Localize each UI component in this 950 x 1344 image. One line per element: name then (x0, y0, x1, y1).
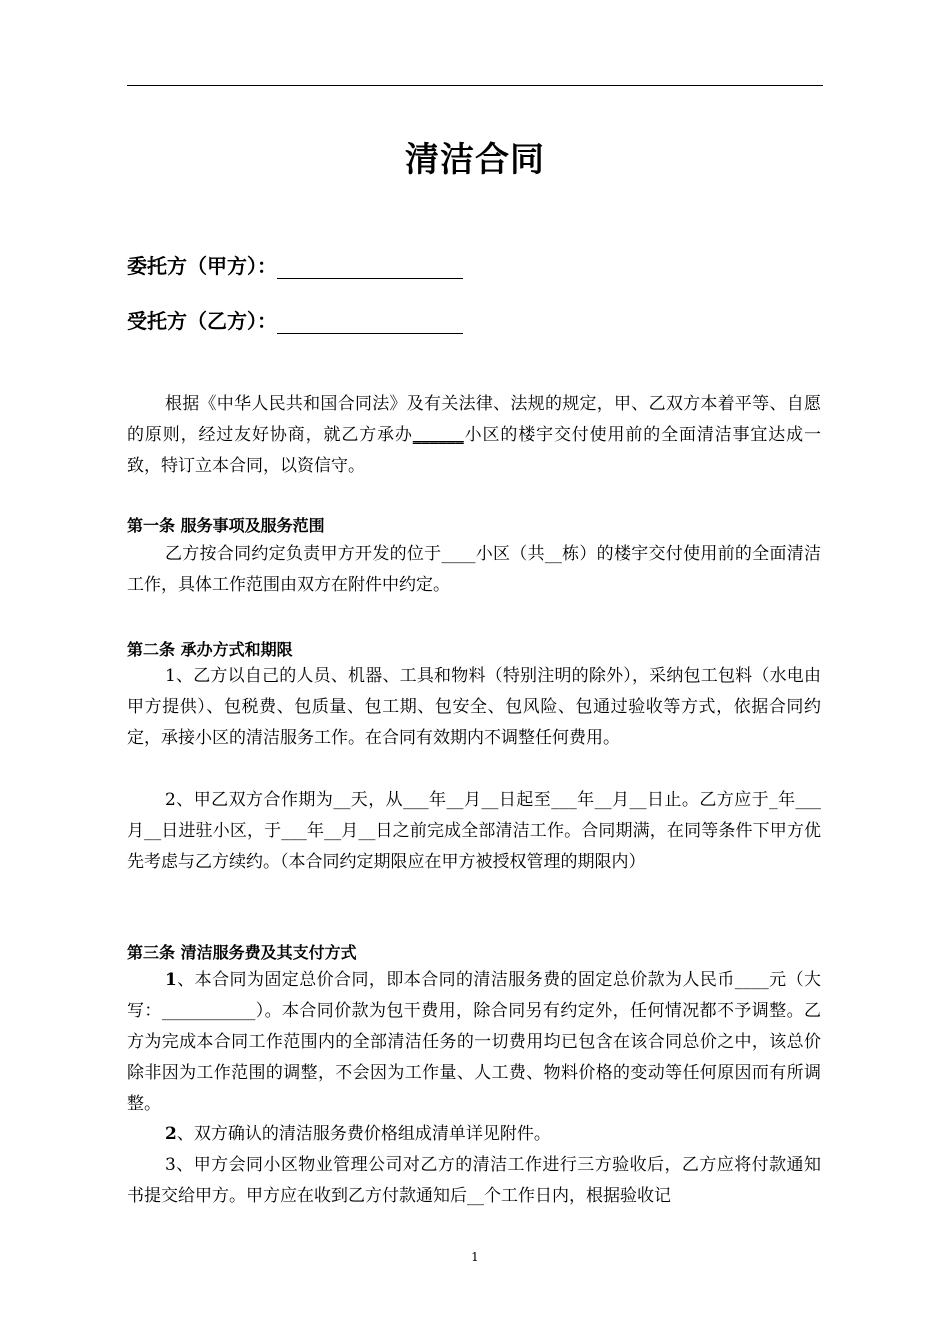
document-title: 清洁合同 (405, 140, 545, 180)
article-3-heading: 第三条 清洁服务费及其支付方式 (127, 943, 357, 962)
article-2-paragraph-2: 2、甲乙双方合作期为__天，从___年__月__日起至___年__月__日止。乙方应于_年___月__日进驻小区，于___年__月__日之前完成全部清洁工作。合同期满，在同等条件下甲方优先考虑与乙方续约。（本合同约定期限应在甲方被授权管理的期限内） (127, 790, 822, 872)
article-3-paragraph-1: 1、本合同为固定总价合同，即本合同的清洁服务费的固定总价款为人民币____元（大写：___________）。本合同价款为包干费用，除合同另有约定外，任何情况都不予调整。乙方为完成本合同工作范围内的全部清洁任务的一切费用均已包含在该合同总价之中，该总价除非因为工作范围的调整，不会因为工作量、人工费、物料价格的变动等任何原因而有所调整。 (127, 970, 822, 1114)
community-blank: ______ (412, 425, 464, 445)
article-1-paragraph: 乙方按合同约定负责甲方开发的位于____小区（共__栋）的楼宇交付使用前的全面清洁工作，具体工作范围由双方在附件中约定。 (127, 544, 822, 595)
article-3-paragraph-3: 3、甲方会同小区物业管理公司对乙方的清洁工作进行三方验收后，乙方应将付款通知书提交给甲方。甲方应在收到乙方付款通知后__个工作日内，根据验收记 (127, 1155, 821, 1206)
party-a-blank[interactable] (277, 258, 463, 279)
party-a-label: 委托方（甲方）： (127, 254, 277, 278)
preamble-paragraph: 根据《中华人民共和国合同法》及有关法律、法规的规定，甲、乙双方本着平等、自愿的原则，经过友好协商，就乙方承办______小区的楼宇交付使用前的全面清洁事宜达成一致，特订立本合同，以资信守。 (127, 394, 822, 476)
party-a-line (127, 250, 463, 279)
page-number: 1 (471, 1250, 479, 1264)
article-2-paragraph-1: 1、乙方以自己的人员、机器、工具和物料（特别注明的除外），采纳包工包料（水电由甲方提供）、包税费、包质量、包工期、包安全、包风险、包通过验收等方式，依据合同约定，承接小区的清洁服务工作。在合同有效期内不调整任何费用。 (127, 666, 821, 748)
article-3-paragraph-2: 2、双方确认的清洁服务费价格组成清单详见附件。 (165, 1124, 551, 1144)
party-b-line (127, 305, 463, 334)
article-2-heading: 第二条 承办方式和期限 (127, 640, 293, 659)
party-b-blank[interactable] (277, 313, 463, 334)
party-b-label: 受托方（乙方）： (127, 309, 277, 333)
article-1-heading: 第一条 服务事项及服务范围 (127, 516, 325, 535)
header-rule (127, 85, 823, 86)
